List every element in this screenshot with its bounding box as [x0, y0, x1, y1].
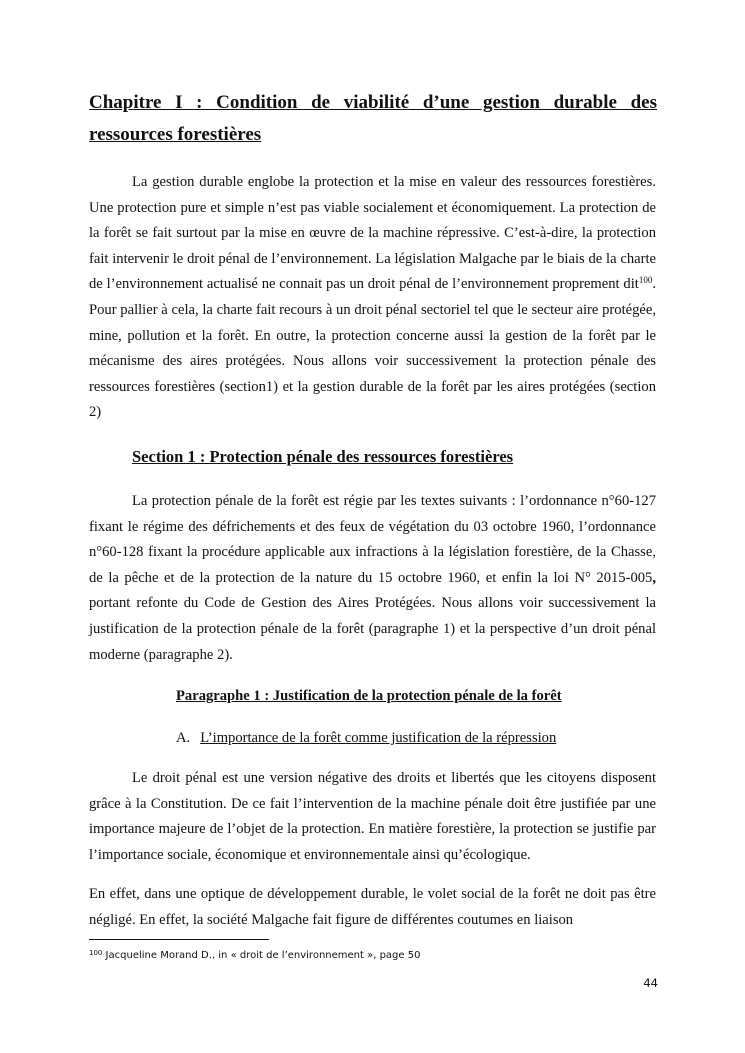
intro-text-before-note: La gestion durable englobe la protection et la mise en valeur des ressources forestières. Une protection pure et simple n’est pas viable socialement et économiquement. La protection de la forêt se fait surtout par la mise en œuvre de la machine répressive. C’est-à-dire, la protection fait intervenir le droit pénal de l’environnement. La législation Malgache par le biais de la charte de l’environnement actualisé ne connait pas un droit pénal de l’environnement proprement dit [89, 174, 656, 293]
subsection-paragraph: Le droit pénal est une version négative des droits et libertés que les citoyens disposent grâce à la Constitution. De ce fait l’intervention de la machine pénale doit être justifiée par une importance majeure de l’objet de la protection. En matière forestière, la protection se justifie par l’importance sociale, économique et environnementale ainsi qu’écologique. [89, 770, 656, 863]
paragraphe-title: Paragraphe 1 : Justification de la protection pénale de la forêt [176, 688, 562, 704]
intro-paragraph [89, 170, 656, 426]
closing-paragraph: En effet, dans une optique de développement durable, le volet social de la forêt ne doit pas être négligé. En effet, la société Malgache fait figure de différentes coutumes en liaison [89, 886, 656, 928]
subsection-letter: A. [176, 730, 191, 746]
section-title: Section 1 : Protection pénale des ressources forestières [132, 447, 514, 466]
subsection-heading [176, 728, 556, 748]
section-text-comma: , [652, 569, 656, 586]
chapter-title: Chapitre I : Condition de viabilité d’une gestion durable des ressources forestières [89, 92, 657, 145]
footnote [89, 949, 420, 963]
section-text-part2: portant refonte du Code de Gestion des Aires Protégées. Nous allons voir successivement la justification de la protection pénale de la forêt (paragraphe 1) et la perspective d’un droit pénal moderne (paragraphe 2). [89, 595, 656, 663]
section-paragraph [89, 489, 656, 668]
footnote-divider [89, 939, 269, 940]
footnote-reference[interactable]: 100 [638, 275, 653, 286]
intro-text-after-note: . Pour pallier à cela, la charte fait recours à un droit pénal sectoriel tel que le secteur aire protégée, mine, pollution et la forêt. En outre, la protection concerne aussi la gestion de la forêt par le mécanisme des aires protégées. Nous allons voir successivement la protection pénale des ressources forestières (section1) et la gestion durable de la forêt par les aires protégées (section 2) [89, 276, 656, 421]
footnote-text: Jacqueline Morand D., in « droit de l’environnement », page 50 [102, 950, 421, 961]
footnote-number: 100 [89, 949, 103, 957]
section-text-part1: La protection pénale de la forêt est régie par les textes suivants : l’ordonnance n°60-127 fixant le régime des défrichements et des feux de végétation du 03 octobre 1960, l’ordonnance n°60-128 fixant la procédure applicable aux infractions à la législation forestière, de la Chasse, de la pêche et de la protection de la nature du 15 octobre 1960, et enfin la loi N° 2015-005 [89, 493, 656, 586]
subsection-title: L’importance de la forêt comme justification de la répression [200, 730, 557, 746]
page-number: 44 [643, 976, 658, 990]
